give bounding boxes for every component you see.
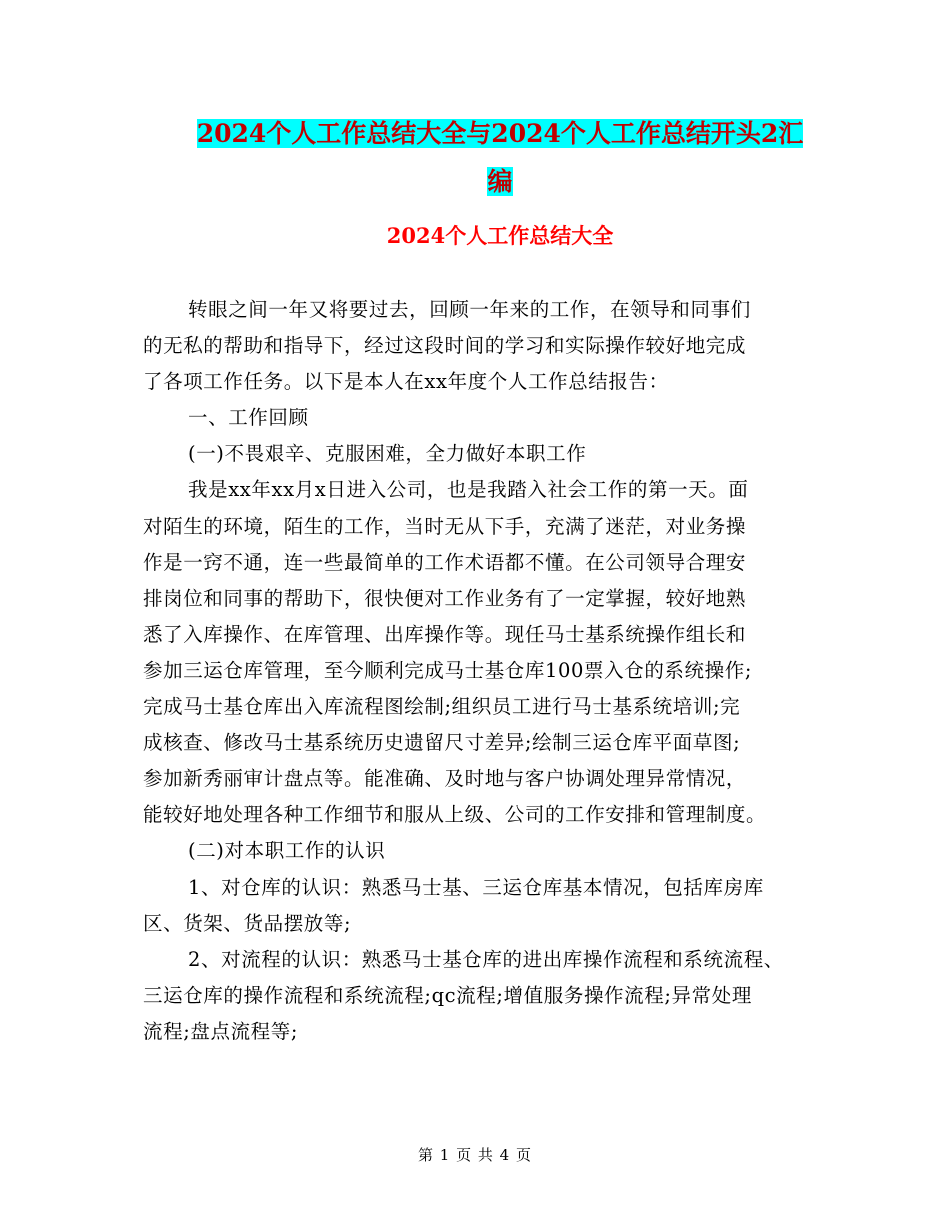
paragraph-line: 的无私的帮助和指导下，经过这段时间的学习和实际操作较好地完成	[143, 334, 747, 358]
paragraph-line: 参加新秀丽审计盘点等。能准确、及时地与客户协调处理异常情况，	[143, 767, 747, 791]
document-title-line-2: 编	[487, 167, 513, 196]
paragraph-line: 1、对仓库的认识：熟悉马士基、三运仓库基本情况，包括库房库	[188, 875, 764, 899]
paragraph-line: 成核查、修改马士基系统历史遗留尺寸差异;绘制三运仓库平面草图;	[143, 731, 741, 755]
paragraph-line: 排岗位和同事的帮助下，很快便对工作业务有了一定掌握，较好地熟	[143, 586, 747, 610]
paragraph-line: 我是xx年xx月x日进入公司，也是我踏入社会工作的第一天。面	[188, 478, 749, 502]
document-title-line-1: 2024个人工作总结大全与2024个人工作总结开头2汇	[196, 119, 804, 148]
subheading-line: (二)对本职工作的认识	[188, 839, 386, 863]
paragraph-line: 了各项工作任务。以下是本人在xx年度个人工作总结报告：	[143, 370, 669, 394]
paragraph-line: 流程;盘点流程等;	[143, 1019, 299, 1043]
paragraph-line: 能较好地处理各种工作细节和服从上级、公司的工作安排和管理制度。	[143, 803, 767, 827]
paragraph-line: 2、对流程的认识：熟悉马士基仓库的进出库操作流程和系统流程、	[188, 947, 784, 971]
paragraph-line: 区、货架、货品摆放等;	[143, 911, 352, 935]
subheading-line: (一)不畏艰辛、克服困难，全力做好本职工作	[188, 442, 587, 466]
paragraph-line: 参加三运仓库管理，至今顺利完成马士基仓库100票入仓的系统操作;	[143, 658, 752, 682]
paragraph-line: 转眼之间一年又将要过去，回顾一年来的工作，在领导和同事们	[188, 298, 751, 321]
paragraph-line: 对陌生的环境，陌生的工作，当时无从下手，充满了迷茫，对业务操	[143, 514, 747, 538]
paragraph-line: 完成马士基仓库出入库流程图绘制;组织员工进行马士基系统培训;完	[143, 695, 741, 719]
paragraph-line: 作是一窍不通，连一些最简单的工作术语都不懂。在公司领导合理安	[143, 550, 747, 574]
page-footer: 第 1 页 共 4 页	[418, 1146, 532, 1164]
paragraph-line: 悉了入库操作、在库管理、出库操作等。现任马士基系统操作组长和	[143, 622, 747, 646]
document-title	[140, 110, 860, 206]
section-title: 2024个人工作总结大全	[386, 223, 614, 248]
heading-line: 一、工作回顾	[188, 406, 309, 430]
document-body	[143, 292, 813, 1050]
paragraph-line: 三运仓库的操作流程和系统流程;qc流程;增值服务操作流程;异常处理	[143, 983, 752, 1007]
